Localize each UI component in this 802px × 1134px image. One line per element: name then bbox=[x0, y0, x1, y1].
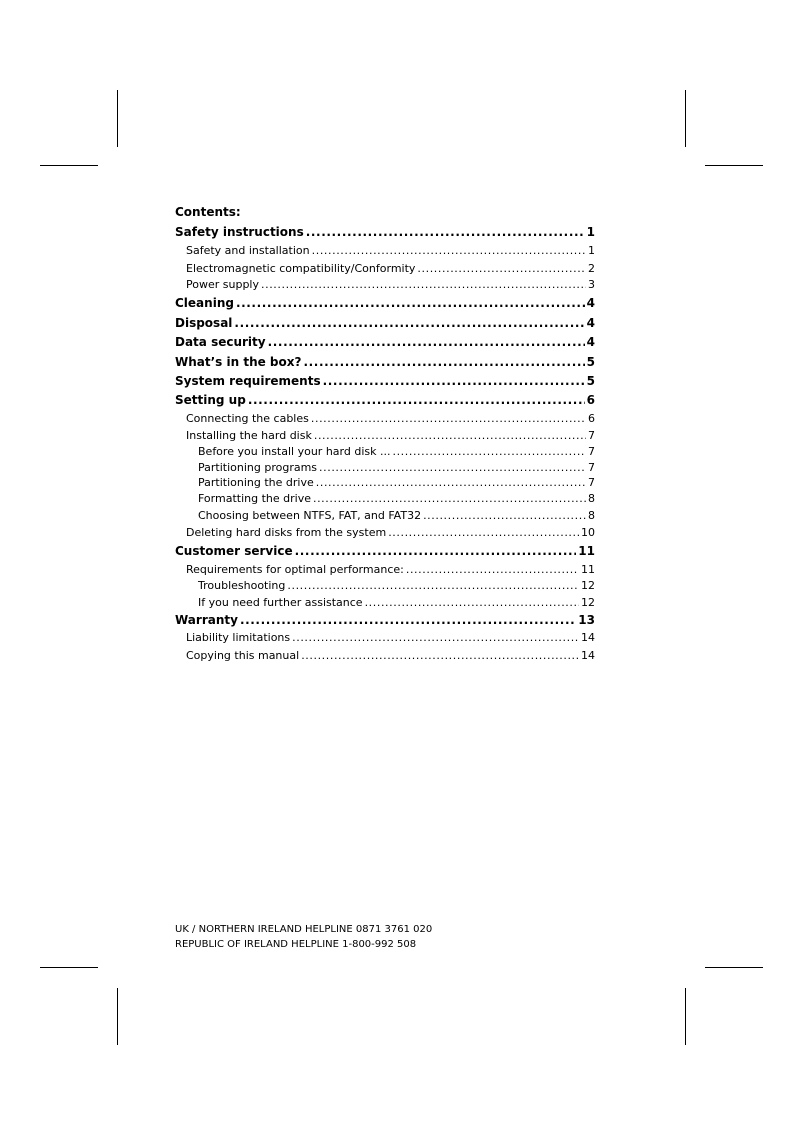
toc-entry[interactable] bbox=[175, 428, 595, 444]
toc-leader bbox=[311, 411, 586, 427]
toc-leader bbox=[417, 261, 586, 277]
toc-entry-page: 8 bbox=[588, 509, 595, 522]
toc-entry-page: 7 bbox=[588, 476, 595, 489]
toc-leader bbox=[388, 525, 579, 541]
toc-entry-page: 13 bbox=[578, 613, 595, 627]
toc-entry-page: 4 bbox=[586, 335, 595, 349]
toc-entry-title: Before you install your hard disk ... bbox=[198, 445, 391, 458]
toc-entry-title: Safety and installation bbox=[186, 244, 310, 257]
toc-leader bbox=[240, 612, 576, 628]
toc-leader bbox=[306, 224, 585, 240]
toc-entry-title: Partitioning programs bbox=[198, 461, 318, 474]
toc-entry-title: Requirements for optimal performance: bbox=[186, 563, 404, 576]
toc-entry[interactable] bbox=[175, 295, 595, 311]
toc-entry-page: 11 bbox=[578, 544, 595, 558]
toc-entry-page: 3 bbox=[588, 278, 595, 291]
toc-entry-page: 12 bbox=[581, 579, 595, 592]
toc-entry[interactable] bbox=[175, 475, 595, 491]
toc-leader bbox=[323, 373, 585, 389]
toc-entry-page: 14 bbox=[581, 649, 595, 662]
toc-entry-title: Data security bbox=[175, 335, 266, 349]
toc-entry-title: Installing the hard disk bbox=[186, 429, 312, 442]
helpline-footer bbox=[175, 922, 432, 952]
toc-entry[interactable] bbox=[175, 224, 595, 240]
toc-entry[interactable] bbox=[175, 411, 595, 427]
toc-entry[interactable] bbox=[175, 243, 595, 259]
toc-entry-page: 4 bbox=[586, 316, 595, 330]
toc-entry-title: Connecting the cables bbox=[186, 412, 309, 425]
toc-entry-title: Copying this manual bbox=[186, 649, 300, 662]
toc-leader bbox=[234, 315, 584, 331]
toc-entry-title: If you need further assistance bbox=[198, 596, 363, 609]
toc-entry[interactable] bbox=[175, 354, 595, 370]
ireland-helpline: REPUBLIC OF IRELAND HELPLINE 1-800-992 508 bbox=[175, 939, 417, 950]
toc-leader bbox=[261, 277, 586, 293]
toc-entry[interactable] bbox=[175, 543, 595, 559]
uk-helpline: UK / NORTHERN IRELAND HELPLINE 0871 3761 020 bbox=[175, 924, 433, 935]
toc-entry[interactable] bbox=[175, 334, 595, 350]
toc-leader bbox=[319, 460, 586, 476]
toc-entry[interactable] bbox=[175, 261, 595, 277]
toc-entry[interactable] bbox=[175, 612, 595, 628]
toc-leader bbox=[423, 508, 586, 524]
crop-mark-bottom-right-horizontal bbox=[705, 967, 763, 968]
toc-entry[interactable] bbox=[175, 562, 595, 578]
toc-entry-title: Cleaning bbox=[175, 296, 234, 310]
toc-leader bbox=[314, 428, 586, 444]
toc-leader bbox=[236, 295, 585, 311]
toc-entry[interactable] bbox=[175, 373, 595, 389]
toc-entry-title: Power supply bbox=[186, 278, 259, 291]
toc-leader bbox=[392, 444, 586, 460]
toc-leader bbox=[313, 491, 586, 507]
toc-leader bbox=[301, 648, 579, 664]
crop-mark-bottom-left-horizontal bbox=[40, 967, 98, 968]
contents-heading: Contents: bbox=[175, 205, 241, 219]
toc-entry-title: Partitioning the drive bbox=[198, 476, 314, 489]
toc-entry-title: Setting up bbox=[175, 393, 246, 407]
crop-mark-top-right-horizontal bbox=[705, 165, 763, 166]
toc-entry-page: 5 bbox=[586, 374, 595, 388]
toc-entry-title: What’s in the box? bbox=[175, 355, 302, 369]
toc-leader bbox=[406, 562, 579, 578]
toc-leader bbox=[312, 243, 586, 259]
toc-entry-page: 11 bbox=[581, 563, 595, 576]
toc-leader bbox=[287, 578, 579, 594]
toc-leader bbox=[268, 334, 585, 350]
toc-entry[interactable] bbox=[175, 508, 595, 524]
toc-entry-page: 7 bbox=[588, 429, 595, 442]
toc-entry-title: Troubleshooting bbox=[198, 579, 286, 592]
toc-entry-page: 8 bbox=[588, 492, 595, 505]
crop-mark-bottom-right-vertical bbox=[685, 988, 686, 1045]
toc-entry-title: Warranty bbox=[175, 613, 238, 627]
toc-leader bbox=[295, 543, 577, 559]
toc-entry-page: 1 bbox=[586, 225, 595, 239]
toc-entry-page: 6 bbox=[586, 393, 595, 407]
toc-entry-page: 2 bbox=[588, 262, 595, 275]
toc-entry[interactable] bbox=[175, 444, 595, 460]
crop-mark-bottom-left-vertical bbox=[117, 988, 118, 1045]
toc-leader bbox=[303, 354, 584, 370]
toc-entry[interactable] bbox=[175, 648, 595, 664]
toc-leader bbox=[316, 475, 586, 491]
toc-entry-page: 14 bbox=[581, 631, 595, 644]
toc-entry-title: Electromagnetic compatibility/Conformity bbox=[186, 262, 416, 275]
toc-entry-title: Choosing between NTFS, FAT, and FAT32 bbox=[198, 509, 422, 522]
toc-entry-title: Safety instructions bbox=[175, 225, 304, 239]
toc-leader bbox=[248, 392, 585, 408]
toc-entry-title: Disposal bbox=[175, 316, 233, 330]
toc-entry[interactable] bbox=[175, 491, 595, 507]
toc-entry-page: 6 bbox=[588, 412, 595, 425]
toc-entry-page: 1 bbox=[588, 244, 595, 257]
toc-entry-page: 10 bbox=[581, 526, 595, 539]
toc-leader bbox=[292, 630, 579, 646]
toc-entry-page: 7 bbox=[588, 445, 595, 458]
toc-entry[interactable] bbox=[175, 595, 595, 611]
toc-entry-page: 7 bbox=[588, 461, 595, 474]
toc-entry[interactable] bbox=[175, 525, 595, 541]
toc-entry[interactable] bbox=[175, 630, 595, 646]
toc-entry-title: System requirements bbox=[175, 374, 321, 388]
toc-entry[interactable] bbox=[175, 277, 595, 293]
toc-entry[interactable] bbox=[175, 392, 595, 408]
toc-entry-title: Customer service bbox=[175, 544, 293, 558]
toc-entry-page: 4 bbox=[586, 296, 595, 310]
toc-entry-title: Formatting the drive bbox=[198, 492, 311, 505]
crop-mark-top-left-vertical bbox=[117, 90, 118, 147]
toc-leader bbox=[365, 595, 579, 611]
crop-mark-top-right-vertical bbox=[685, 90, 686, 147]
toc-entry-title: Liability limitations bbox=[186, 631, 291, 644]
toc-entry[interactable] bbox=[175, 460, 595, 476]
toc-entry[interactable] bbox=[175, 578, 595, 594]
toc-entry[interactable] bbox=[175, 315, 595, 331]
toc-entry-title: Deleting hard disks from the system bbox=[186, 526, 387, 539]
toc-entry-page: 12 bbox=[581, 596, 595, 609]
toc-entry-page: 5 bbox=[586, 355, 595, 369]
crop-mark-top-left-horizontal bbox=[40, 165, 98, 166]
